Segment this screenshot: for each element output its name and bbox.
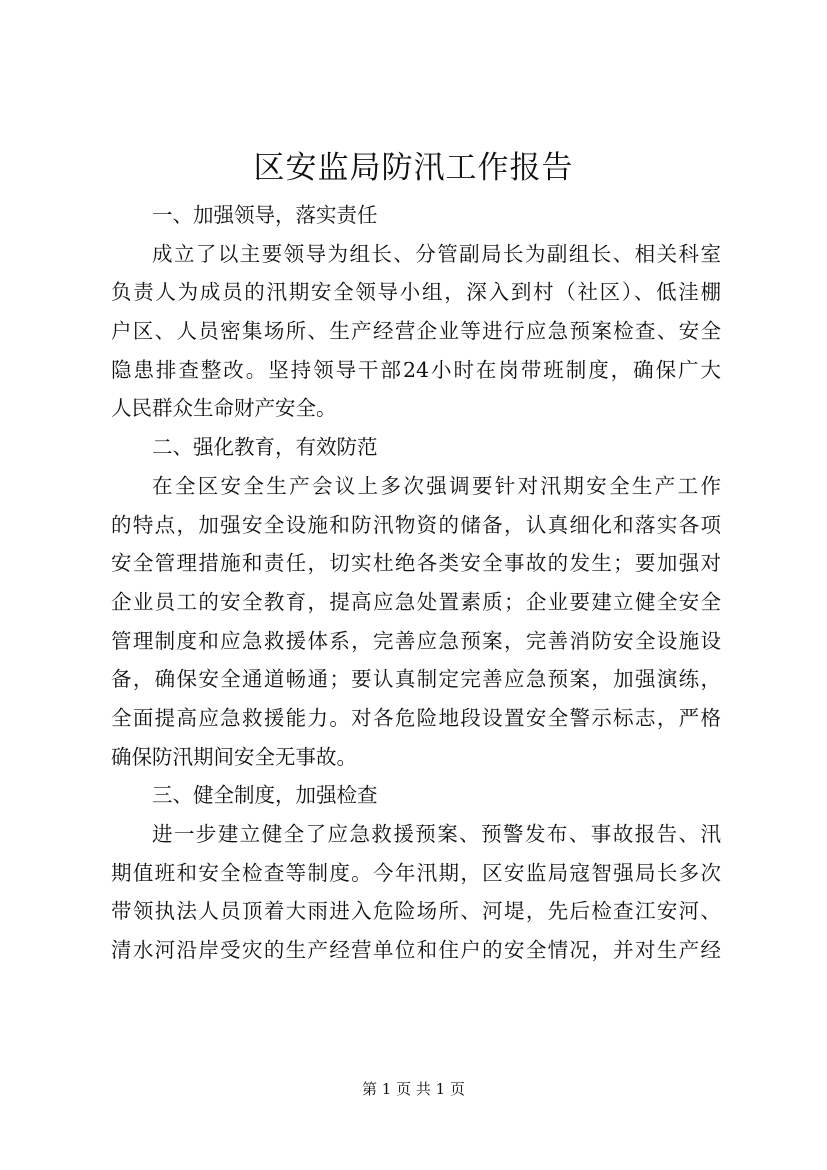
paragraph-line: 人民群众生命财产安全。	[111, 396, 337, 421]
section-heading: 三、健全制度，加强检查	[152, 783, 378, 808]
paragraph-line: 备，确保安全通道畅通；要认真制定完善应急预案，加强演练，	[111, 667, 721, 692]
paragraph-line: 成立了以主要领导为组长、分管副局长为副组长、相关科室	[152, 241, 721, 266]
paragraph-line: 带领执法人员顶着大雨进入危险场所、河堤，先后检查江安河、	[111, 899, 721, 924]
paragraph-line: 期值班和安全检查等制度。今年汛期，区安监局寇智强局长多次	[111, 860, 721, 885]
paragraph-line: 企业员工的安全教育，提高应急处置素质；企业要建立健全安全	[111, 589, 721, 614]
paragraph-line: 清水河沿岸受灾的生产经营单位和住户的安全情况，并对生产经	[111, 938, 721, 963]
section-heading: 一、加强领导，落实责任	[152, 203, 378, 227]
paragraph-line: 全面提高应急救援能力。对各危险地段设置安全警示标志，严格	[111, 705, 721, 730]
paragraph-line: 户区、人员密集场所、生产经营企业等进行应急预案检查、安全	[111, 319, 721, 344]
document-title: 区安监局防汛工作报告	[253, 150, 574, 186]
paragraph-line: 负责人为成员的汛期安全领导小组，深入到村（社区）、低洼棚	[111, 280, 721, 305]
section-heading: 二、强化教育，有效防范	[152, 435, 378, 460]
paragraph-line: 进一步建立健全了应急救援预案、预警发布、事故报告、汛	[152, 822, 721, 846]
paragraph-line: 管理制度和应急救援体系，完善应急预案，完善消防安全设施设	[111, 628, 721, 653]
paragraph-line: 的特点，加强安全设施和防汛物资的储备，认真细化和落实各项	[111, 512, 721, 537]
document-body	[111, 196, 721, 970]
page-footer: 第 1 页 共 1 页	[362, 1080, 465, 1098]
paragraph-line: 确保防汛期间安全无事故。	[111, 744, 357, 769]
paragraph-line: 在全区安全生产会议上多次强调要针对汛期安全生产工作	[152, 473, 721, 498]
paragraph-line: 安全管理措施和责任，切实杜绝各类安全事故的发生；要加强对	[111, 551, 721, 576]
paragraph-line: 隐患排查整改。坚持领导干部24小时在岗带班制度，确保广大	[111, 357, 721, 382]
